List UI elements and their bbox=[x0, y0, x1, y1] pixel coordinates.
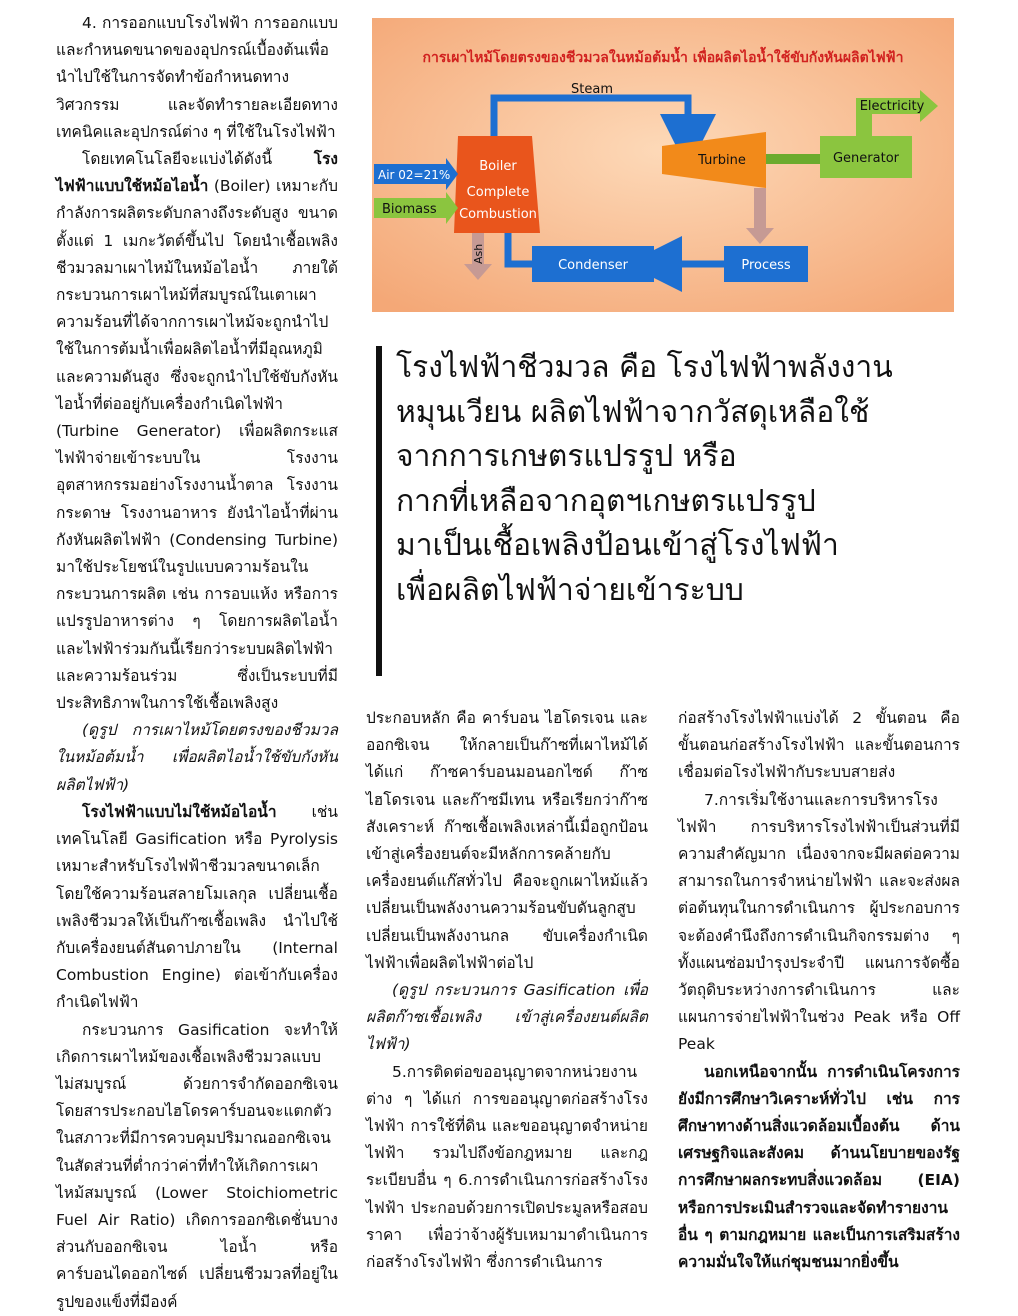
pull-quote bbox=[376, 346, 956, 676]
pull-quote-line: กากที่เหลือจากอุตฯเกษตรแปรรูป bbox=[396, 483, 816, 519]
biomass-label: Biomass bbox=[382, 202, 437, 217]
figure-caption-gasification: (ดูรูป กระบวนการ Gasification เพื่อผลิตก๊าซเชื้อเพลิง เข้าสู่เครื่องยนต์ผลิตไฟฟ้า) bbox=[366, 981, 648, 1054]
ash-label: Ash bbox=[472, 243, 485, 264]
paragraph-construction: ก่อสร้างโรงไฟฟ้าแบ่งได้ 2 ขั้นตอน คือ ขั้นตอนก่อสร้างโรงไฟฟ้า และขั้นตอนการเชื่อมต่อโรงไฟฟ้ากับระบบสายส่ง bbox=[678, 709, 960, 782]
diagram-title: การเผาไหม้โดยตรงของชีวมวลในหม้อต้มน้ำ เพื่อผลิตไอน้ำใช้ขับกังหันผลิตไฟฟ้า bbox=[422, 50, 904, 66]
middle-column bbox=[366, 705, 648, 1276]
pull-quote-line: หมุนเวียน ผลิตไฟฟ้าจากวัสดุเหลือใช้ bbox=[396, 394, 870, 430]
generator-label: Generator bbox=[832, 151, 900, 166]
bold-term: โรงไฟฟ้าแบบใช้หม้อไอน้ำ bbox=[56, 150, 338, 196]
paragraph-boiler-plant bbox=[56, 146, 338, 717]
text-run: โดยเทคโนโลยีจะแบ่งได้ดังนี้ bbox=[82, 150, 314, 169]
right-column bbox=[678, 705, 960, 1276]
process-label: Process bbox=[741, 258, 791, 273]
combustion-label: Combustion bbox=[459, 207, 537, 222]
paragraph-non-boiler bbox=[56, 799, 338, 1017]
figure-caption-boiler: (ดูรูป การเผาไหม้โดยตรงของชีวมวลในหม้อต้มน้ำ เพื่อผลิตไอน้ำใช้ขับกังหันผลิตไฟฟ้า) bbox=[56, 721, 338, 794]
electricity-label: Electricity bbox=[859, 99, 925, 114]
text-run: (Boiler) เหมาะกับกำลังการผลิตระดับกลางถึงระดับสูง ขนาดตั้งแต่ 1 เมกะวัตต์ขึ้นไป โดยนำเชื้อเพลิงชีวมวลมาเผาไหม้ในหม้อไอน้ำ ภายใต้กระบวนการเผาไหม้ที่สมบูรณ์ในเตาเผา ความร้อนที่ได้จากการเผาไหม้จะถูกนำไปใช้ในการต้มน้ำเพื่อผลิตไอน้ำที่มีอุณหภูมิและความดันสูง ซึ่งจะถูกนำไปใช้ขับกังหันไอน้ำที่ต่ออยู่กับเครื่องกำเนิดไฟฟ้า (Turbine Generator) เพื่อผลิตกระแสไฟฟ้าจ่ายเข้าระบบใน โรงงานอุตสาหกรรมอย่างโรงงานน้ำตาล โรงงานกระดาษ โรงงานอาหาร ยังนำไอน้ำที่ผ่านกังหันผลิตไฟฟ้า (Condensing Turbine) มาใช้ประโยชน์ในรูปแบบความร้อนในกระบวนการผลิต เช่น การอบแห้ง หรือการแปรรูปอาหารต่าง ๆ โดยการผลิตไอน้ำและไฟฟ้าร่วมกันนี้เรียกว่าระบบผลิตไฟฟ้าและความร้อนร่วม ซึ่งเป็นระบบที่มีประสิทธิภาพในการใช้เชื้อเพลิงสูง bbox=[56, 177, 338, 713]
pull-quote-line: จากการเกษตรแปรรูป หรือ bbox=[396, 439, 737, 474]
steam-label: Steam bbox=[571, 82, 613, 97]
complete-label: Complete bbox=[466, 185, 530, 200]
pull-quote-line: โรงไฟฟ้าชีวมวล คือ โรงไฟฟ้าพลังงาน bbox=[396, 350, 893, 385]
bold-term: โรงไฟฟ้าแบบไม่ใช้หม้อไอน้ำ bbox=[82, 802, 277, 821]
turbine-label: Turbine bbox=[698, 153, 746, 168]
paragraph-design: 4. การออกแบบโรงไฟฟ้า การออกแบบและกำหนดขนาดของอุปกรณ์เบื้องต้นเพื่อนำไปใช้ในการจัดทำข้อกำหนดทางวิศวกรรม และจัดทำรายละเอียดทางเทคนิคและอุปกรณ์ต่าง ๆ ที่ใช้ในโรงไฟฟ้า bbox=[56, 14, 338, 141]
text-run: เช่น เทคโนโลยี Gasification หรือ Pyrolysis เหมาะสำหรับโรงไฟฟ้าชีวมวลขนาดเล็ก โดยใช้ความร้อนสลายโมเลกุล เปลี่ยนเชื้อเพลิงชีวมวลให้เป็นก๊าซเชื้อเพลิง นำไปใช้กับเครื่องยนต์สันดาปภายใน (Internal Combustion Engine) ต่อเข้ากับเครื่องกำเนิดไฟฟ้า bbox=[56, 802, 338, 1012]
left-column bbox=[56, 10, 338, 1316]
turbine-generator-shaft bbox=[766, 154, 820, 164]
paragraph-operation: 7.การเริ่มใช้งานและการบริหารโรงไฟฟ้า การบริหารโรงไฟฟ้าเป็นส่วนที่มีความสำคัญมาก เนื่องจากจะมีผลต่อความสามารถในการจำหน่ายไฟฟ้า และจะส่งผลต่อต้นทุนในการดำเนินการ ผู้ประกอบการจะต้องคำนึงถึงการดำเนินกิจกรรมต่าง ๆ ทั้งแผนซ่อมบำรุงประจำปี แผนการจัดซื้อวัตถุดิบระหว่างการดำเนินการ และแผนการจ่ายไฟฟ้าในช่วง Peak หรือ Off Peak bbox=[678, 790, 960, 1054]
pull-quote-line: เพื่อผลิตไฟฟ้าจ่ายเข้าระบบ bbox=[396, 572, 744, 608]
paragraph-studies: นอกเหนือจากนั้น การดำเนินโครงการยังมีการศึกษาวิเคราะห์ทั่วไป เช่น การศึกษาทางด้านสิ่งแวดล้อมเบื้องต้น ด้านเศรษฐกิจและสังคม ด้านนโยบายของรัฐ การศึกษาผลกระทบสิ่งแวดล้อม (EIA) หรือการประเมินสำรวจและจัดทำรายงานอื่น ๆ ตามกฎหมาย และเป็นการเสริมสร้างความมั่นใจให้แก่ชุมชนมากยิ่งขึ้น bbox=[678, 1062, 960, 1272]
condenser-label: Condenser bbox=[558, 258, 628, 273]
boiler-label: Boiler bbox=[479, 159, 517, 174]
paragraph-gasification: กระบวนการ Gasification จะทำให้เกิดการเผาไหม้ของเชื้อเพลิงชีวมวลแบบไม่สมบูรณ์ ด้วยการจำกัดออกซิเจน โดยสารประกอบไฮโดรคาร์บอนจะแตกตัวในสภาวะที่มีการควบคุมปริมาณออกซิเจนในสัดส่วนที่ต่ำกว่าค่าที่ทำให้เกิดการเผาไหม้สมบูรณ์ (Lower Stoichiometric Fuel Air Ratio) เกิดการออกซิเดชั่นบางส่วนกับออกซิเจน ไอน้ำ หรือคาร์บอนไดออกไซด์ เปลี่ยนชีวมวลที่อยู่ในรูปของแข็งที่มีองค์ bbox=[56, 1020, 338, 1311]
biomass-boiler-diagram bbox=[372, 18, 954, 312]
paragraph-permits: 5.การติดต่อขออนุญาตจากหน่วยงานต่าง ๆ ได้แก่ การขออนุญาตก่อสร้างโรงไฟฟ้า การใช้ที่ดิน และขออนุญาตจำหน่ายไฟฟ้า รวมไปถึงข้อกฎหมาย และกฎระเบียบอื่น ๆ 6.การดำเนินการก่อสร้างโรงไฟฟ้า ประกอบด้วยการเปิดประมูลหรือสอบราคา เพื่อว่าจ้างผู้รับเหมามาดำเนินการก่อสร้างโรงไฟฟ้า ซึ่งการดำเนินการ bbox=[366, 1062, 648, 1272]
pull-quote-line: มาเป็นเชื้อเพลิงป้อนเข้าสู่โรงไฟฟ้า bbox=[396, 528, 839, 563]
air-label: Air 02=21% bbox=[378, 168, 451, 182]
paragraph-syngas: ประกอบหลัก คือ คาร์บอน ไฮโดรเจน และออกซิเจน ให้กลายเป็นก๊าซที่เผาไหม้ได้ ได้แก่ ก๊าซคาร์บอนมอนอกไซด์ ก๊าซไฮโดรเจน และก๊าซมีเทน หรือเรียกว่าก๊าซสังเคราะห์ ก๊าซเชื้อเพลิงเหล่านี้เมื่อถูกป้อนเข้าสู่เครื่องยนต์จะมีหลักการคล้ายกับเครื่องยนต์แก๊สทั่วไป คือจะถูกเผาไหม้แล้วเปลี่ยนเป็นพลังงานความร้อนขับดันลูกสูบเปลี่ยนเป็นพลังงานกล ขับเครื่องกำเนิดไฟฟ้าเพื่อผลิตไฟฟ้าต่อไป bbox=[366, 709, 648, 972]
